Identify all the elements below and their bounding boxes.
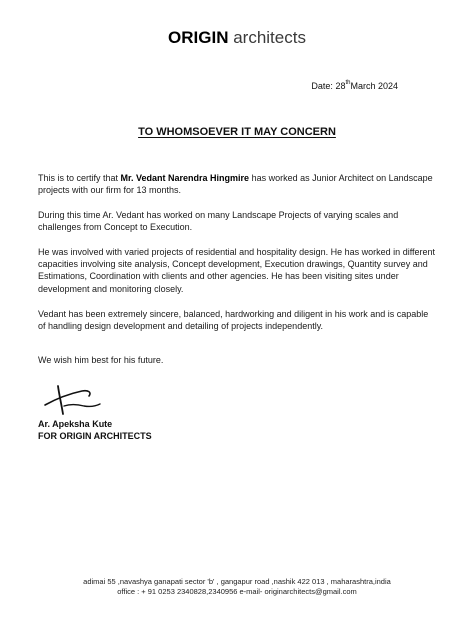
date-day: 28: [335, 81, 346, 91]
footer-address-line: adimai 55 ,navashya ganapati sector 'b' , gangapur road ,nashik 422 013 , maharashtra,india: [83, 577, 391, 586]
p1-rest: has worked as Junior Architect on Landscape projects with our firm for 13 months.: [38, 173, 433, 196]
brand-name-light: architects: [228, 28, 306, 47]
footer-contact-line: office : + 91 0253 2340828,2340956 e-mail- originarchitects@gmail.com: [117, 587, 357, 596]
signatory-name: Ar. Apeksha Kute: [38, 419, 113, 429]
date-month-year: March 2024: [350, 81, 398, 91]
employee-name: Mr. Vedant Narendra Hingmire: [120, 173, 250, 183]
signatory-firm: FOR ORIGIN ARCHITECTS: [38, 431, 152, 441]
date-label: Date:: [311, 81, 336, 91]
letterhead-logo: [0, 28, 474, 48]
paragraph-wishes: We wish him best for his future.: [38, 355, 164, 365]
paragraph-responsibilities: He was involved with varied projects of residential and hospitality design. He has worked in different capacities involving site analysis, Concept development, Execution drawings, Quantity survey and Estimations, Coordination with clients and other agencies. He has been visiting sites under development and monitoring closely.: [38, 247, 436, 294]
paragraph-projects: During this time Ar. Vedant has worked on many Landscape Projects of varying scales and challenges from Concept to Execution.: [38, 210, 399, 233]
handwritten-signature: [42, 380, 102, 418]
paragraph-certification: [38, 172, 438, 196]
footer-address: [0, 577, 474, 597]
paragraph-character: Vedant has been extremely sincere, balanced, hardworking and diligent in his work and is capable of handling design development and detailing of projects independently.: [38, 309, 429, 332]
letter-date: [311, 80, 398, 92]
p1-intro: This is to certify that: [38, 173, 121, 183]
date-suffix: th: [345, 80, 351, 86]
letter-heading: TO WHOMSOEVER IT MAY CONCERN: [138, 126, 336, 138]
brand-name-bold: ORIGIN: [168, 28, 229, 47]
